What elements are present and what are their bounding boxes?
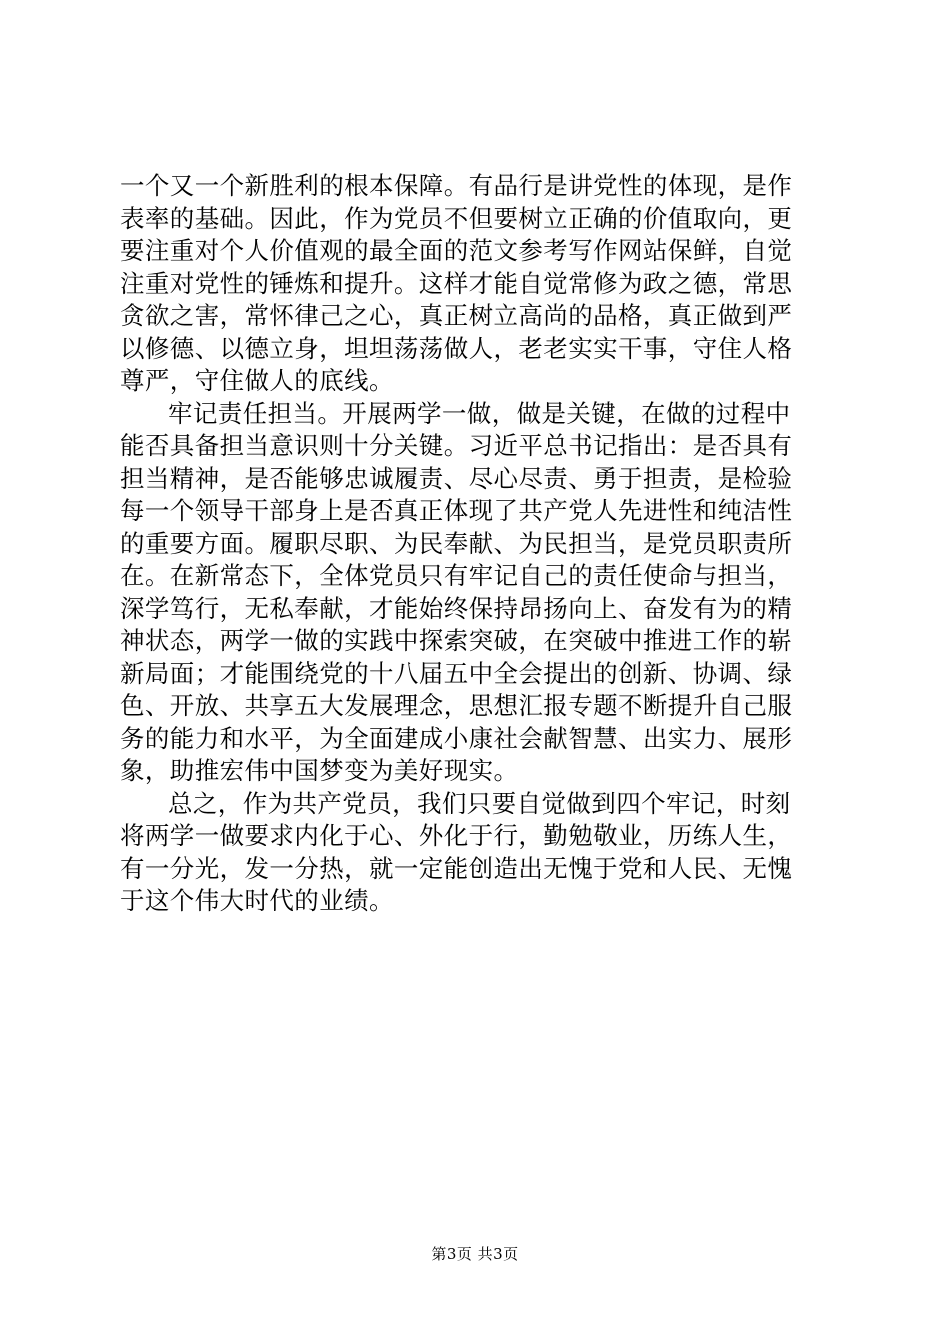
text-line: 神状态，两学一做的实践中探索突破，在突破中推进工作的崭 (120, 626, 793, 655)
text-line: 每一个领导干部身上是否真正体现了共产党人先进性和纯洁性 (120, 496, 793, 525)
text-line: 新局面；才能围绕党的十八届五中全会提出的创新、协调、绿 (120, 658, 793, 688)
text-line: 在。在新常态下，全体党员只有牢记自己的责任使命与担当， (120, 561, 793, 590)
text-line: 深学笃行，无私奉献，才能始终保持昂扬向上、奋发有为的精 (120, 593, 793, 623)
text-line: 的重要方面。履职尽职、为民奉献、为民担当，是党员职责所 (120, 528, 793, 558)
text-line: 务的能力和水平，为全面建成小康社会献智慧、出实力、展形 (120, 723, 793, 753)
text-line: 于这个伟大时代的业绩。 (120, 886, 394, 915)
text-line: 注重对党性的锤炼和提升。这样才能自觉常修为政之德，常思 (120, 268, 793, 298)
text-line: 贪欲之害，常怀律己之心，真正树立高尚的品格，真正做到严 (120, 301, 793, 330)
text-line: 有一分光，发一分热，就一定能创造出无愧于党和人民、无愧 (120, 853, 793, 883)
text-line: 能否具备担当意识则十分关键。习近平总书记指出：是否具有 (120, 431, 793, 460)
text-line: 将两学一做要求内化于心、外化于行，勤勉敬业，历练人生， (120, 821, 793, 850)
text-line: 要注重对个人价值观的最全面的范文参考写作网站保鲜，自觉 (120, 236, 793, 265)
text-line: 担当精神，是否能够忠诚履责、尽心尽责、勇于担责，是检验 (120, 463, 793, 493)
page-number: 第3页 共3页 (431, 1245, 519, 1263)
document-body (120, 170, 840, 918)
paragraph-first-line: 牢记责任担当。开展两学一做，做是关键，在做的过程中 (168, 398, 791, 428)
text-line: 象，助推宏伟中国梦变为美好现实。 (120, 756, 519, 785)
paragraph-first-line: 总之，作为共产党员，我们只要自觉做到四个牢记，时刻 (168, 788, 791, 818)
text-line: 表率的基础。因此，作为党员不但要树立正确的价值取向，更 (120, 203, 793, 233)
text-line: 以修德、以德立身，坦坦荡荡做人，老老实实干事，守住人格 (120, 333, 793, 363)
text-line: 色、开放、共享五大发展理念，思想汇报专题不断提升自己服 (120, 691, 793, 720)
text-line: 一个又一个新胜利的根本保障。有品行是讲党性的体现，是作 (120, 171, 793, 200)
text-line: 尊严，守住做人的底线。 (120, 366, 394, 395)
page-footer (0, 1244, 950, 1264)
